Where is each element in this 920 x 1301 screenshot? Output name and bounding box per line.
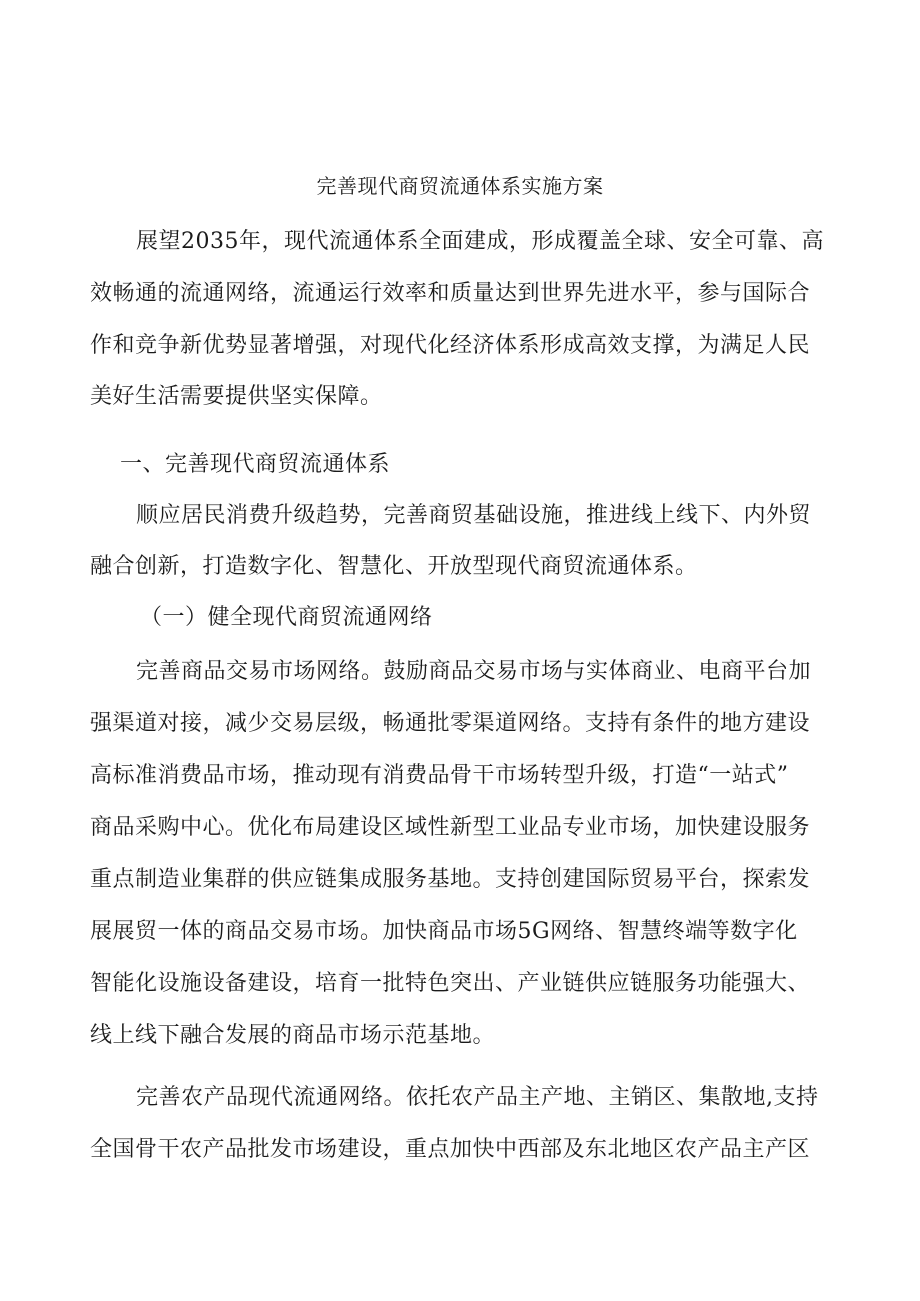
subsection-heading: （一）健全现代商贸流通网络: [140, 605, 433, 630]
paragraph-line: 重点制造业集群的供应链集成服务基地。支持创建国际贸易平台，探索发: [90, 867, 811, 892]
paragraph-line: 展望2035年，现代流通体系全面建成，形成覆盖全球、安全可靠、高: [136, 229, 824, 254]
section-heading: 一、完善现代商贸流通体系: [120, 452, 391, 477]
paragraph-line: 完善农产品现代流通网络。依托农产品主产地、主销区、集散地,支持: [136, 1085, 819, 1110]
paragraph-line: 完善商品交易市场网络。鼓励商品交易市场与实体商业、电商平台加: [136, 659, 812, 684]
paragraph-line: 智能化设施设备建设，培育一批特色突出、产业链供应链服务功能强大、: [90, 971, 811, 996]
paragraph-line: 展展贸一体的商品交易市场。加快商品市场5G网络、智慧终端等数字化: [90, 919, 798, 944]
paragraph-line: 融合创新，打造数字化、智慧化、开放型现代商贸流通体系。: [90, 554, 698, 579]
paragraph-line: 商品采购中心。优化布局建设区域性新型工业品专业市场，加快建设服务: [90, 815, 811, 840]
paragraph-line: 美好生活需要提供坚实保障。: [90, 384, 383, 409]
paragraph-line: 全国骨干农产品批发市场建设，重点加快中西部及东北地区农产品主产区: [90, 1137, 811, 1162]
paragraph-line: 高标准消费品市场，推动现有消费品骨干市场转型升级，打造“一站式”: [90, 763, 789, 788]
paragraph-line: 顺应居民消费升级趋势，完善商贸基础设施，推进线上线下、内外贸: [136, 503, 812, 528]
paragraph-line: 强渠道对接，减少交易层级，畅通批零渠道网络。支持有条件的地方建设: [90, 711, 811, 736]
paragraph-line: 线上线下融合发展的商品市场示范基地。: [90, 1023, 496, 1048]
document-title: 完善现代商贸流通体系实施方案: [316, 174, 604, 198]
paragraph-line: 效畅通的流通网络，流通运行效率和质量达到世界先进水平，参与国际合: [90, 281, 811, 306]
paragraph-line: 作和竞争新优势显著增强，对现代化经济体系形成高效支撑，为满足人民: [90, 333, 811, 358]
